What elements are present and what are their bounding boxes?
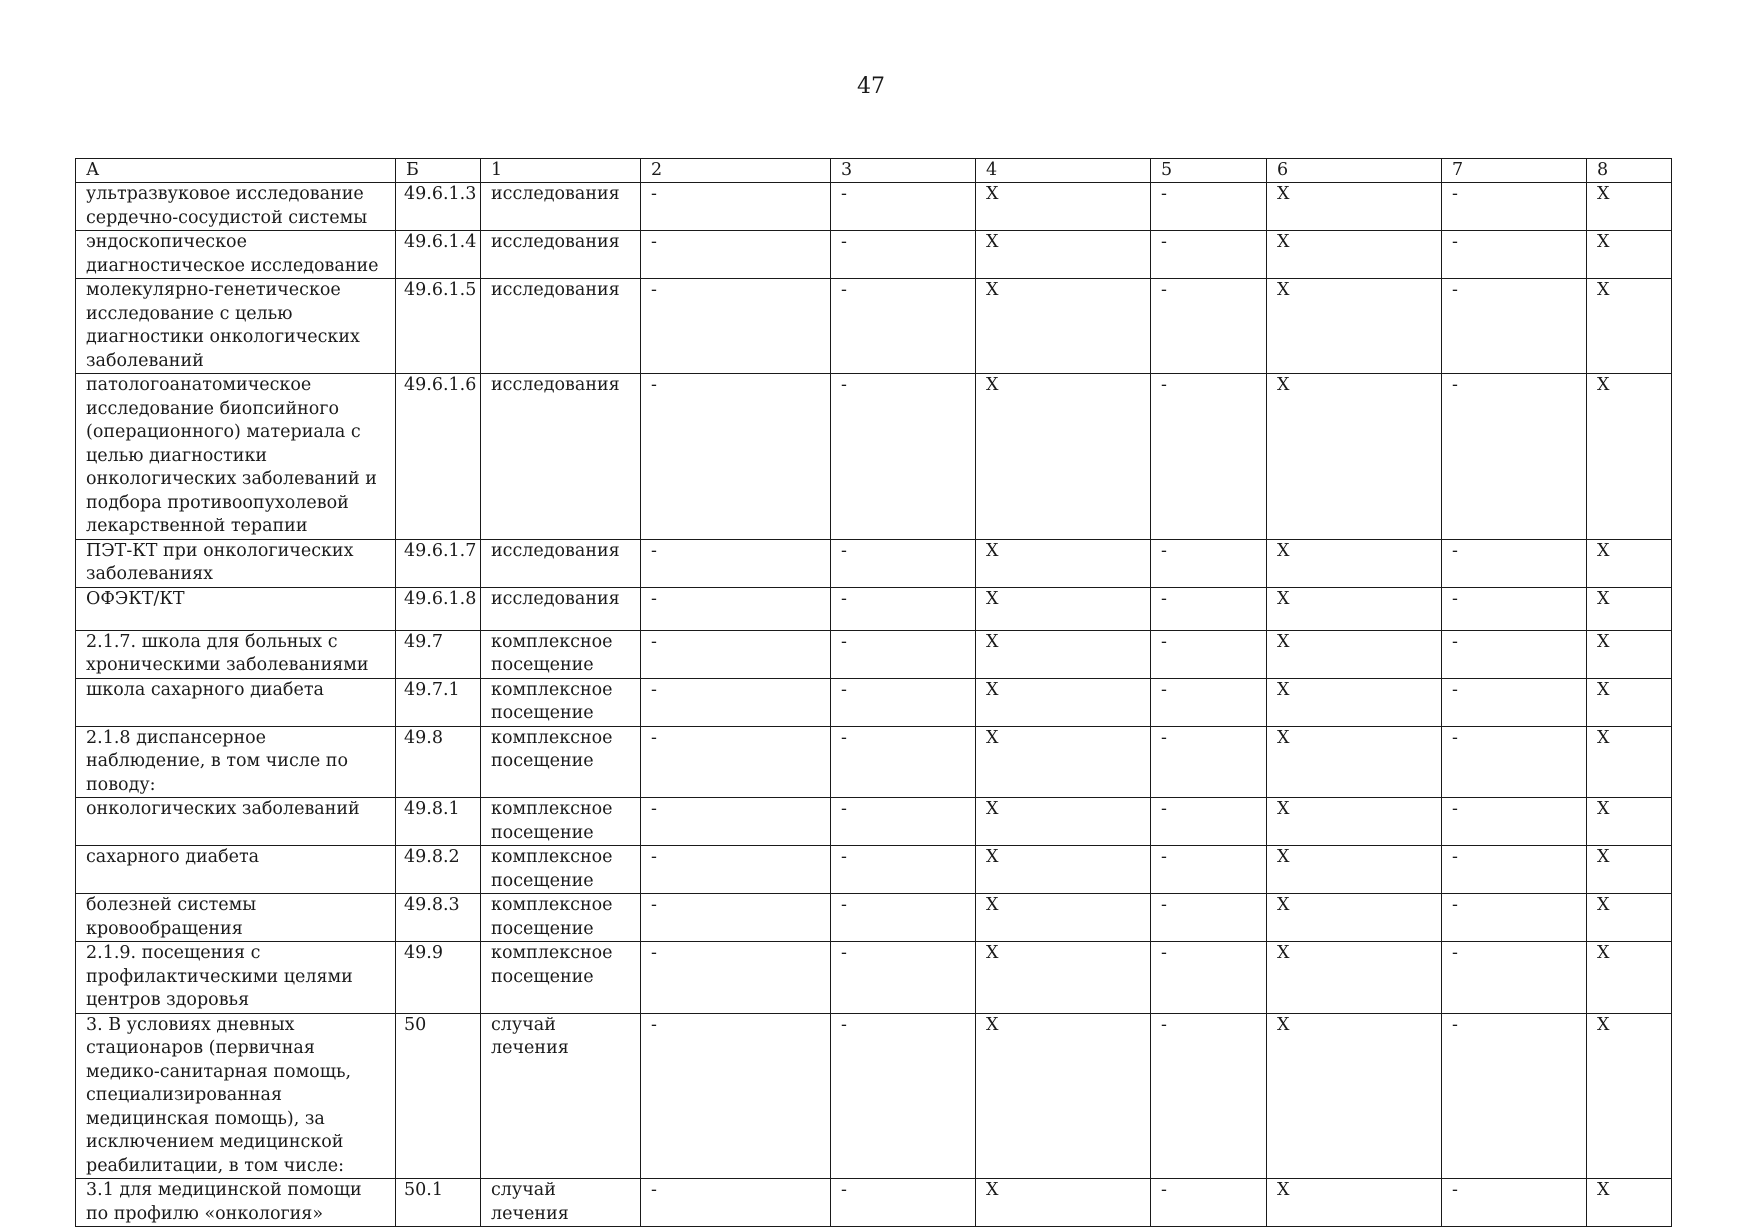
row-col2-cell: -: [641, 798, 831, 846]
table-row: [76, 1013, 1672, 1179]
table-header-row: [76, 159, 1672, 183]
row-col4-cell: X: [976, 279, 1151, 374]
row-name-cell: 2.1.7. школа для больных с хроническими заболеваниями: [76, 630, 396, 678]
header-cell-1: 1: [481, 159, 641, 183]
row-col5-cell: -: [1151, 726, 1267, 798]
row-col5-cell: -: [1151, 678, 1267, 726]
row-col7-cell: -: [1442, 630, 1587, 678]
row-col3-cell: -: [831, 231, 976, 279]
row-col8-cell: X: [1587, 798, 1672, 846]
row-col7-cell: -: [1442, 587, 1587, 630]
row-col2-cell: -: [641, 630, 831, 678]
row-col6-cell: X: [1267, 539, 1442, 587]
row-unit-cell: комплексное посещение: [481, 726, 641, 798]
row-unit-cell: исследования: [481, 539, 641, 587]
row-name-cell: школа сахарного диабета: [76, 678, 396, 726]
row-col8-cell: X: [1587, 894, 1672, 942]
row-code-cell: 49.6.1.7: [396, 539, 481, 587]
row-col6-cell: X: [1267, 231, 1442, 279]
table-row: [76, 798, 1672, 846]
data-table: [75, 158, 1672, 1227]
row-col4-cell: X: [976, 231, 1151, 279]
table-row: [76, 1179, 1672, 1227]
table-row: [76, 279, 1672, 374]
row-col5-cell: -: [1151, 587, 1267, 630]
row-col6-cell: X: [1267, 587, 1442, 630]
row-unit-cell: комплексное посещение: [481, 846, 641, 894]
row-col5-cell: -: [1151, 1013, 1267, 1179]
header-cell-8: 8: [1587, 159, 1672, 183]
row-col8-cell: X: [1587, 539, 1672, 587]
row-col6-cell: X: [1267, 846, 1442, 894]
row-col5-cell: -: [1151, 846, 1267, 894]
row-name-cell: патологоанатомическое исследование биопсийного (операционного) материала с целью диагностики онкологических заболеваний и подбора противоопухолевой лекарственной терапии: [76, 374, 396, 540]
row-col5-cell: -: [1151, 942, 1267, 1014]
row-col6-cell: X: [1267, 279, 1442, 374]
row-col4-cell: X: [976, 942, 1151, 1014]
row-col2-cell: -: [641, 231, 831, 279]
row-col8-cell: X: [1587, 678, 1672, 726]
row-col7-cell: -: [1442, 539, 1587, 587]
row-col8-cell: X: [1587, 942, 1672, 1014]
table-row: [76, 231, 1672, 279]
row-col6-cell: X: [1267, 894, 1442, 942]
row-col7-cell: -: [1442, 846, 1587, 894]
row-col5-cell: -: [1151, 798, 1267, 846]
row-code-cell: 49.6.1.3: [396, 183, 481, 231]
row-col8-cell: X: [1587, 846, 1672, 894]
row-col7-cell: -: [1442, 798, 1587, 846]
row-col3-cell: -: [831, 846, 976, 894]
row-col4-cell: X: [976, 587, 1151, 630]
table-row: [76, 630, 1672, 678]
row-col3-cell: -: [831, 1013, 976, 1179]
row-col8-cell: X: [1587, 374, 1672, 540]
row-col5-cell: -: [1151, 183, 1267, 231]
row-col3-cell: -: [831, 942, 976, 1014]
row-col3-cell: -: [831, 894, 976, 942]
row-col2-cell: -: [641, 846, 831, 894]
row-name-cell: болезней системы кровообращения: [76, 894, 396, 942]
row-code-cell: 49.8.1: [396, 798, 481, 846]
row-col4-cell: X: [976, 726, 1151, 798]
row-col2-cell: -: [641, 539, 831, 587]
table-row: [76, 539, 1672, 587]
row-code-cell: 49.6.1.8: [396, 587, 481, 630]
row-col6-cell: X: [1267, 1013, 1442, 1179]
row-name-cell: 3.1 для медицинской помощи по профилю «онкология»: [76, 1179, 396, 1227]
header-cell-a: А: [76, 159, 396, 183]
row-col5-cell: -: [1151, 279, 1267, 374]
row-name-cell: молекулярно-генетическое исследование с целью диагностики онкологических заболеваний: [76, 279, 396, 374]
row-name-cell: эндоскопическое диагностическое исследование: [76, 231, 396, 279]
table-row: [76, 587, 1672, 630]
row-unit-cell: комплексное посещение: [481, 894, 641, 942]
row-unit-cell: исследования: [481, 587, 641, 630]
row-col4-cell: X: [976, 798, 1151, 846]
row-name-cell: ПЭТ-КТ при онкологических заболеваниях: [76, 539, 396, 587]
row-col7-cell: -: [1442, 1013, 1587, 1179]
row-unit-cell: комплексное посещение: [481, 942, 641, 1014]
row-col3-cell: -: [831, 1179, 976, 1227]
row-col5-cell: -: [1151, 539, 1267, 587]
row-col3-cell: -: [831, 374, 976, 540]
row-unit-cell: случай лечения: [481, 1013, 641, 1179]
row-col7-cell: -: [1442, 183, 1587, 231]
row-col4-cell: X: [976, 630, 1151, 678]
row-code-cell: 50: [396, 1013, 481, 1179]
row-col5-cell: -: [1151, 630, 1267, 678]
row-name-cell: сахарного диабета: [76, 846, 396, 894]
row-code-cell: 49.6.1.6: [396, 374, 481, 540]
row-col8-cell: X: [1587, 1179, 1672, 1227]
row-col5-cell: -: [1151, 894, 1267, 942]
row-name-cell: 3. В условиях дневных стационаров (первичная медико-санитарная помощь, специализированная медицинская помощь), за исключением медицинской реабилитации, в том числе:: [76, 1013, 396, 1179]
row-col7-cell: -: [1442, 279, 1587, 374]
row-name-cell: онкологических заболеваний: [76, 798, 396, 846]
row-code-cell: 50.1: [396, 1179, 481, 1227]
row-code-cell: 49.7: [396, 630, 481, 678]
row-col4-cell: X: [976, 374, 1151, 540]
row-col6-cell: X: [1267, 678, 1442, 726]
row-col2-cell: -: [641, 183, 831, 231]
row-col5-cell: -: [1151, 231, 1267, 279]
row-col2-cell: -: [641, 1013, 831, 1179]
row-code-cell: 49.7.1: [396, 678, 481, 726]
row-col6-cell: X: [1267, 374, 1442, 540]
row-col3-cell: -: [831, 183, 976, 231]
row-col6-cell: X: [1267, 726, 1442, 798]
header-cell-3: 3: [831, 159, 976, 183]
row-unit-cell: исследования: [481, 183, 641, 231]
row-col8-cell: X: [1587, 726, 1672, 798]
row-col8-cell: X: [1587, 279, 1672, 374]
row-col7-cell: -: [1442, 231, 1587, 279]
table-row: [76, 183, 1672, 231]
header-cell-2: 2: [641, 159, 831, 183]
row-col8-cell: X: [1587, 587, 1672, 630]
row-code-cell: 49.9: [396, 942, 481, 1014]
table-row: [76, 678, 1672, 726]
row-col2-cell: -: [641, 942, 831, 1014]
row-unit-cell: комплексное посещение: [481, 678, 641, 726]
row-unit-cell: исследования: [481, 231, 641, 279]
row-code-cell: 49.8.3: [396, 894, 481, 942]
row-col6-cell: X: [1267, 942, 1442, 1014]
row-col7-cell: -: [1442, 678, 1587, 726]
row-col2-cell: -: [641, 374, 831, 540]
row-col3-cell: -: [831, 726, 976, 798]
header-cell-7: 7: [1442, 159, 1587, 183]
page-number: 47: [857, 74, 885, 99]
row-col2-cell: -: [641, 726, 831, 798]
row-col6-cell: X: [1267, 630, 1442, 678]
row-name-cell: ультразвуковое исследование сердечно-сосудистой системы: [76, 183, 396, 231]
row-name-cell: ОФЭКТ/КТ: [76, 587, 396, 630]
row-code-cell: 49.8.2: [396, 846, 481, 894]
row-col6-cell: X: [1267, 798, 1442, 846]
row-unit-cell: комплексное посещение: [481, 630, 641, 678]
row-col2-cell: -: [641, 678, 831, 726]
row-col4-cell: X: [976, 1179, 1151, 1227]
row-col7-cell: -: [1442, 1179, 1587, 1227]
row-col3-cell: -: [831, 587, 976, 630]
row-col5-cell: -: [1151, 1179, 1267, 1227]
row-name-cell: 2.1.8 диспансерное наблюдение, в том числе по поводу:: [76, 726, 396, 798]
row-name-cell: 2.1.9. посещения с профилактическими целями центров здоровья: [76, 942, 396, 1014]
row-col7-cell: -: [1442, 942, 1587, 1014]
row-col7-cell: -: [1442, 374, 1587, 540]
row-col8-cell: X: [1587, 183, 1672, 231]
row-col3-cell: -: [831, 798, 976, 846]
row-col8-cell: X: [1587, 231, 1672, 279]
row-col2-cell: -: [641, 587, 831, 630]
table-row: [76, 942, 1672, 1014]
row-col4-cell: X: [976, 894, 1151, 942]
row-col3-cell: -: [831, 539, 976, 587]
row-unit-cell: исследования: [481, 279, 641, 374]
row-col4-cell: X: [976, 539, 1151, 587]
row-col7-cell: -: [1442, 726, 1587, 798]
row-col5-cell: -: [1151, 374, 1267, 540]
row-col6-cell: X: [1267, 1179, 1442, 1227]
row-col3-cell: -: [831, 279, 976, 374]
header-cell-b: Б: [396, 159, 481, 183]
row-col4-cell: X: [976, 678, 1151, 726]
table-row: [76, 894, 1672, 942]
row-col4-cell: X: [976, 183, 1151, 231]
row-col3-cell: -: [831, 630, 976, 678]
row-col3-cell: -: [831, 678, 976, 726]
row-unit-cell: случай лечения: [481, 1179, 641, 1227]
row-code-cell: 49.6.1.4: [396, 231, 481, 279]
row-col2-cell: -: [641, 1179, 831, 1227]
table-row: [76, 846, 1672, 894]
row-col6-cell: X: [1267, 183, 1442, 231]
row-col4-cell: X: [976, 846, 1151, 894]
row-code-cell: 49.8: [396, 726, 481, 798]
row-code-cell: 49.6.1.5: [396, 279, 481, 374]
header-cell-4: 4: [976, 159, 1151, 183]
header-cell-5: 5: [1151, 159, 1267, 183]
row-unit-cell: исследования: [481, 374, 641, 540]
header-cell-6: 6: [1267, 159, 1442, 183]
table-row: [76, 374, 1672, 540]
row-col2-cell: -: [641, 279, 831, 374]
row-col2-cell: -: [641, 894, 831, 942]
row-col7-cell: -: [1442, 894, 1587, 942]
row-col8-cell: X: [1587, 1013, 1672, 1179]
row-unit-cell: комплексное посещение: [481, 798, 641, 846]
table-row: [76, 726, 1672, 798]
row-col4-cell: X: [976, 1013, 1151, 1179]
row-col8-cell: X: [1587, 630, 1672, 678]
